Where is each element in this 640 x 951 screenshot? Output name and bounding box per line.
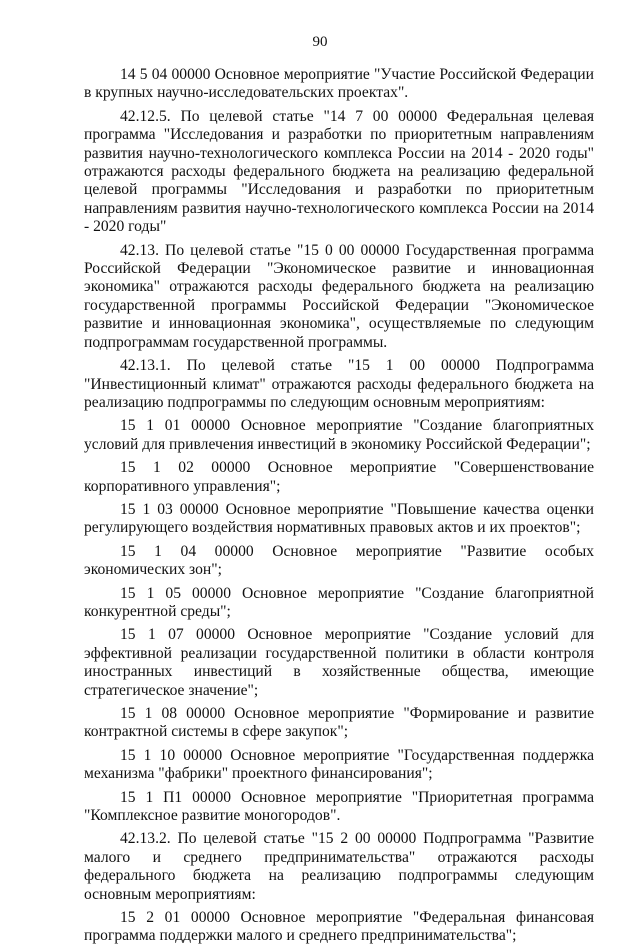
paragraph: 15 1 02 00000 Основное мероприятие "Совершенствование корпоративного управления"; bbox=[84, 459, 594, 495]
paragraph: 15 1 01 00000 Основное мероприятие "Создание благоприятных условий для привлечения инвестиций в экономику Российской Федерации"; bbox=[84, 417, 594, 453]
paragraph: 15 2 01 00000 Основное мероприятие "Федеральная финансовая программа поддержки малого и среднего предпринимательства"; bbox=[84, 909, 594, 945]
page-number: 90 bbox=[312, 34, 328, 50]
paragraph: 15 1 П1 00000 Основное мероприятие "Приоритетная программа "Комплексное развитие моногородов". bbox=[84, 788, 594, 825]
paragraph: 15 1 05 00000 Основное мероприятие "Создание благоприятной конкурентной среды"; bbox=[84, 584, 594, 620]
paragraph: 42.12.5. По целевой статье "14 7 00 00000 Федеральная целевая программа "Исследования и разработки по приоритетным направлениям развития научно-технологического комплекса России на 2014 - 2020 годы" отражаются расходы федерального бюджета на реализацию федеральной целевой программы "Исследования и разработки по приоритетным направлениям развития научно-технологического комплекса России на 2014 - 2020 годы" bbox=[84, 107, 594, 236]
paragraph: 42.13. По целевой статье "15 0 00 00000 Государственная программа Российской Федерации "Экономическое развитие и инновационная экономика" отражаются расходы федерального бюджета на реализацию государственной программы Российской Федерации "Экономическое развитие и инновационная экономика", осуществляемые по следующим подпрограммам государственной программы. bbox=[84, 241, 594, 351]
paragraph: 15 1 03 00000 Основное мероприятие "Повышение качества оценки регулирующего воздействия нормативных правовых актов и их проектов"; bbox=[84, 500, 594, 537]
paragraph: 15 1 04 00000 Основное мероприятие "Развитие особых экономических зон"; bbox=[84, 542, 594, 579]
paragraph: 15 1 07 00000 Основное мероприятие "Создание условий для эффективной реализации государственной политики в области контроля иностранных инвестиций в хозяйственные общества, имеющие стратегическое значение"; bbox=[84, 626, 594, 699]
document-body bbox=[84, 66, 594, 951]
paragraph: 15 1 10 00000 Основное мероприятие "Государственная поддержка механизма "фабрики" проектного финансирования"; bbox=[84, 746, 594, 783]
paragraph: 15 1 08 00000 Основное мероприятие "Формирование и развитие контрактной системы в сфере закупок"; bbox=[84, 705, 594, 741]
paragraph: 14 5 04 00000 Основное мероприятие "Участие Российской Федерации в крупных научно-исследовательских проектах". bbox=[84, 66, 594, 102]
paragraph: 42.13.2. По целевой статье "15 2 00 00000 Подпрограмма "Развитие малого и среднего предпринимательства" отражаются расходы федерального бюджета на реализацию подпрограммы следующим основным мероприятиям: bbox=[84, 830, 594, 903]
paragraph: 42.13.1. По целевой статье "15 1 00 00000 Подпрограмма "Инвестиционный климат" отражаются расходы федерального бюджета на реализацию подпрограммы по следующим основным мероприятиям: bbox=[84, 357, 594, 411]
